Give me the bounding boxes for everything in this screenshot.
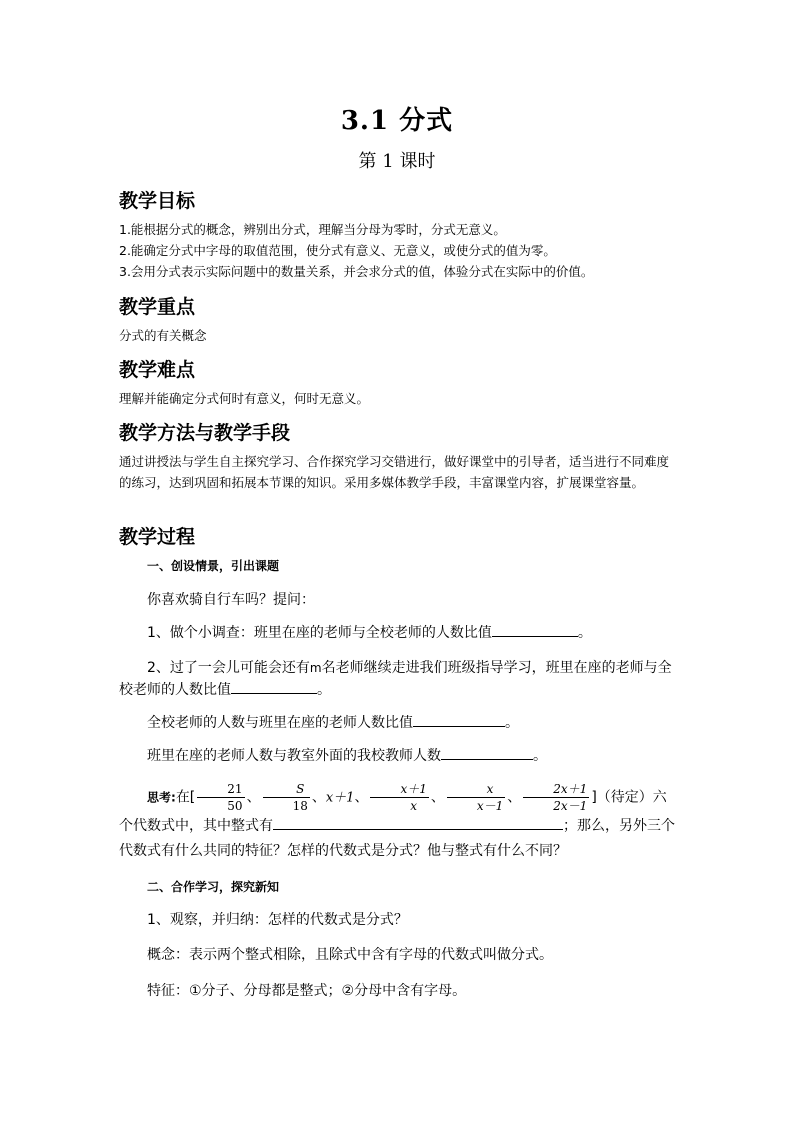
page-subtitle: 第 1 课时 — [358, 151, 436, 172]
feature-text: 特征：①分子、分母都是整式；②分母中含有字母。 — [147, 983, 467, 999]
fraction-s-18: $\frac{S}{18}$ — [263, 781, 310, 814]
section2-heading: 二、合作学习，探究新知 — [147, 880, 280, 894]
q-intro: 你喜欢骑自行车吗？提问： — [147, 592, 315, 608]
difficulties-text: 理解并能确定分式何时有意义，何时无意义。 — [119, 391, 370, 406]
methods-heading: 教学方法与教学手段 — [119, 422, 291, 444]
goals-heading: 教学目标 — [119, 190, 196, 212]
observe-text: 1、观察，并归纳：怎样的代数式是分式？ — [147, 912, 408, 928]
answer-blank[interactable] — [441, 745, 533, 760]
answer-blank[interactable] — [413, 712, 505, 727]
question-2: 2、过了一会儿可能会还有m名老师继续走进我们班级指导学习，班里在座的老师与全校老师的人数比值 。 — [119, 660, 672, 698]
fraction-x-over-x-minus-1: $\frac{x}{x-1}$ — [447, 781, 505, 814]
think-paragraph: 思考:在[ $\frac{21}{50}$ 、 $\frac{S}{18}$ 、x＋1、 $\frac{x+1}{x}$ 、 $\frac{x}{x-1}$ 、 $\frac{2x+1}{2x-1}$ ]（待定）六个代数式中，其中整式有 ；那么，另外三个代数式有什么共同的特征？怎样的代数式是分式？他与整式有什么不同？ — [119, 782, 675, 859]
answer-blank[interactable] — [273, 815, 563, 830]
question-1: 1、做个小调查：班里在座的老师与全校老师的人数比值 。 — [119, 622, 679, 644]
key-points-heading: 教学重点 — [119, 296, 196, 318]
goals-list — [119, 219, 679, 282]
fraction-21-50: $\frac{21}{50}$ — [197, 781, 244, 814]
goal-item: 3.会用分式表示实际问题中的数量关系，并会求分式的值，体验分式在实际中的价值。 — [119, 264, 594, 279]
question-3: 全校老师的人数与班里在座的老师人数比值 。 — [119, 712, 679, 734]
page-title: 3.1 分式 — [340, 106, 454, 136]
section1-heading: 一、创设情景，引出课题 — [147, 559, 280, 573]
answer-blank[interactable] — [492, 622, 578, 637]
goal-item: 1.能根据分式的概念，辨别出分式，理解当分母为零时，分式无意义。 — [119, 222, 506, 237]
concept-text: 概念：表示两个整式相除，且除式中含有字母的代数式叫做分式。 — [147, 947, 553, 963]
expression-x-plus-1: x＋1 — [325, 790, 355, 806]
goal-item: 2.能确定分式中字母的取值范围，使分式有意义、无意义，或使分式的值为零。 — [119, 243, 556, 258]
difficulties-heading: 教学难点 — [119, 359, 196, 381]
process-heading: 教学过程 — [119, 526, 196, 548]
fraction-x-plus-1-over-x: $\frac{x+1}{x}$ — [370, 781, 428, 814]
question-4: 班里在座的老师人数与教室外面的我校教师人数 。 — [119, 745, 679, 767]
answer-blank[interactable] — [231, 679, 317, 694]
key-points-text: 分式的有关概念 — [119, 328, 207, 343]
methods-text: 通过讲授法与学生自主探究学习、合作探究学习交错进行，做好课堂中的引导者，适当进行不同难度的练习，达到巩固和拓展本节课的知识。采用多媒体教学手段，丰富课堂内容，扩展课堂容量。 — [119, 454, 670, 490]
fraction-2x-plus-1-over-2x-minus-1: $\frac{2x+1}{2x-1}$ — [523, 781, 589, 814]
